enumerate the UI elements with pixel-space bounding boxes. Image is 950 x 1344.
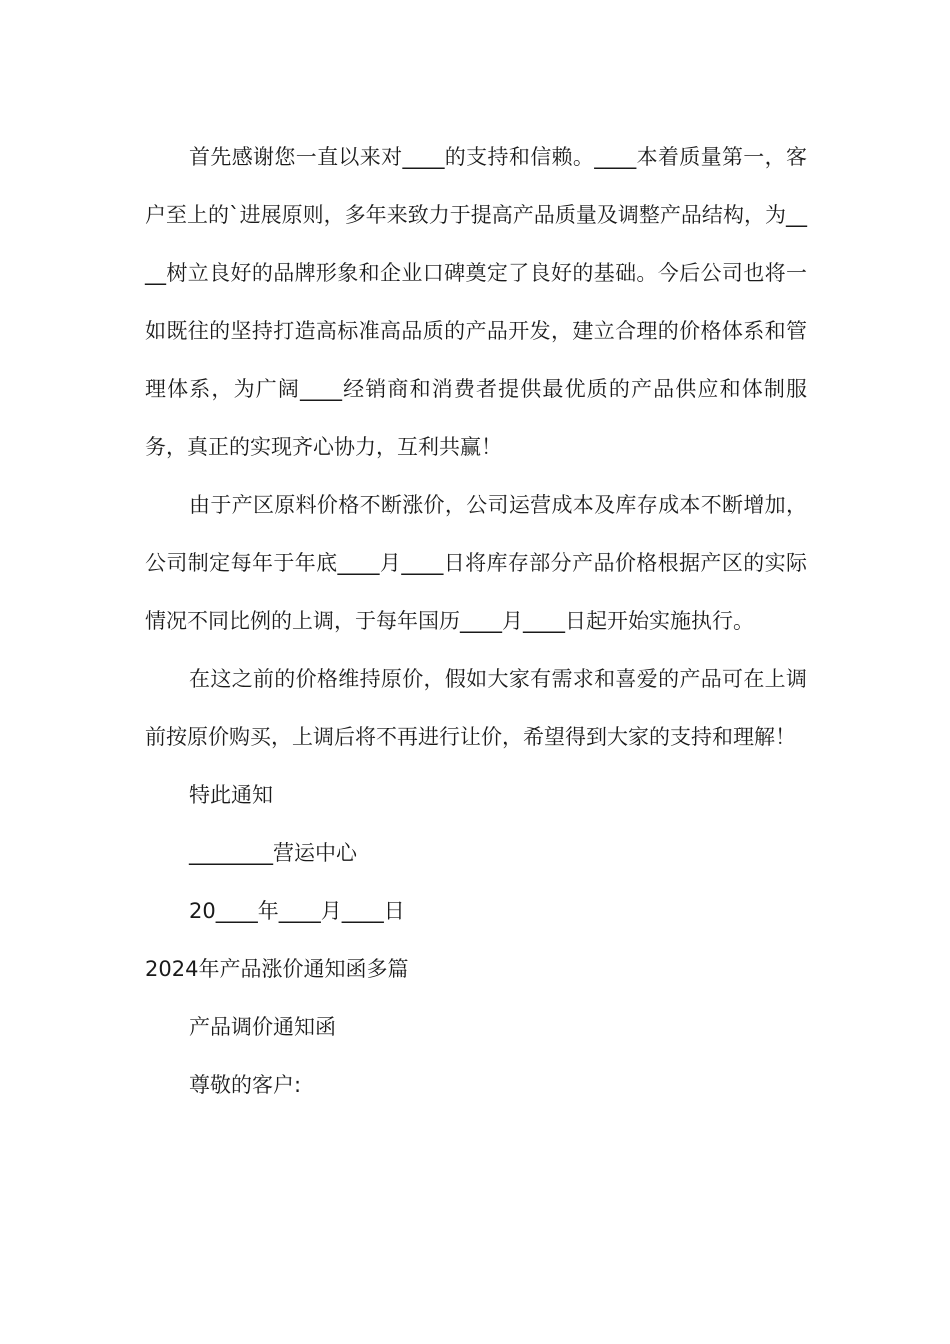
paragraph-price-increase: 由于产区原料价格不断涨价，公司运营成本及库存成本不断增加，公司制定每年于年底____月____日将库存部分产品价格根据产区的实际情况不同比例的上调，于每年国历____月____日起开始实施执行。 [145, 493, 807, 633]
notice-title: 产品调价通知函 [189, 1015, 336, 1039]
document-page [145, 128, 807, 1114]
paragraph-thanks: 首先感谢您一直以来对____的支持和信赖。____本着质量第一，客户至上的`进展原则，多年来致力于提高产品质量及调整产品结构，为____树立良好的品牌形象和企业口碑奠定了良好的基础。今后公司也将一如既往的坚持打造高标准高品质的产品开发，建立合理的价格体系和管理体系，为广阔____经销商和消费者提供最优质的产品供应和体制服务，真正的实现齐心协力，互利共赢！ [145, 145, 807, 459]
paragraph-original-price: 在这之前的价格维持原价，假如大家有需求和喜爱的产品可在上调前按原价购买，上调后将不再进行让价，希望得到大家的支持和理解！ [145, 667, 807, 749]
closing-text: 特此通知 [189, 783, 273, 807]
signature: ________营运中心 [189, 841, 357, 865]
date-line: 20____年____月____日 [189, 899, 405, 923]
salutation: 尊敬的客户: [189, 1073, 302, 1097]
section-title: 2024年产品涨价通知函多篇 [145, 957, 409, 981]
